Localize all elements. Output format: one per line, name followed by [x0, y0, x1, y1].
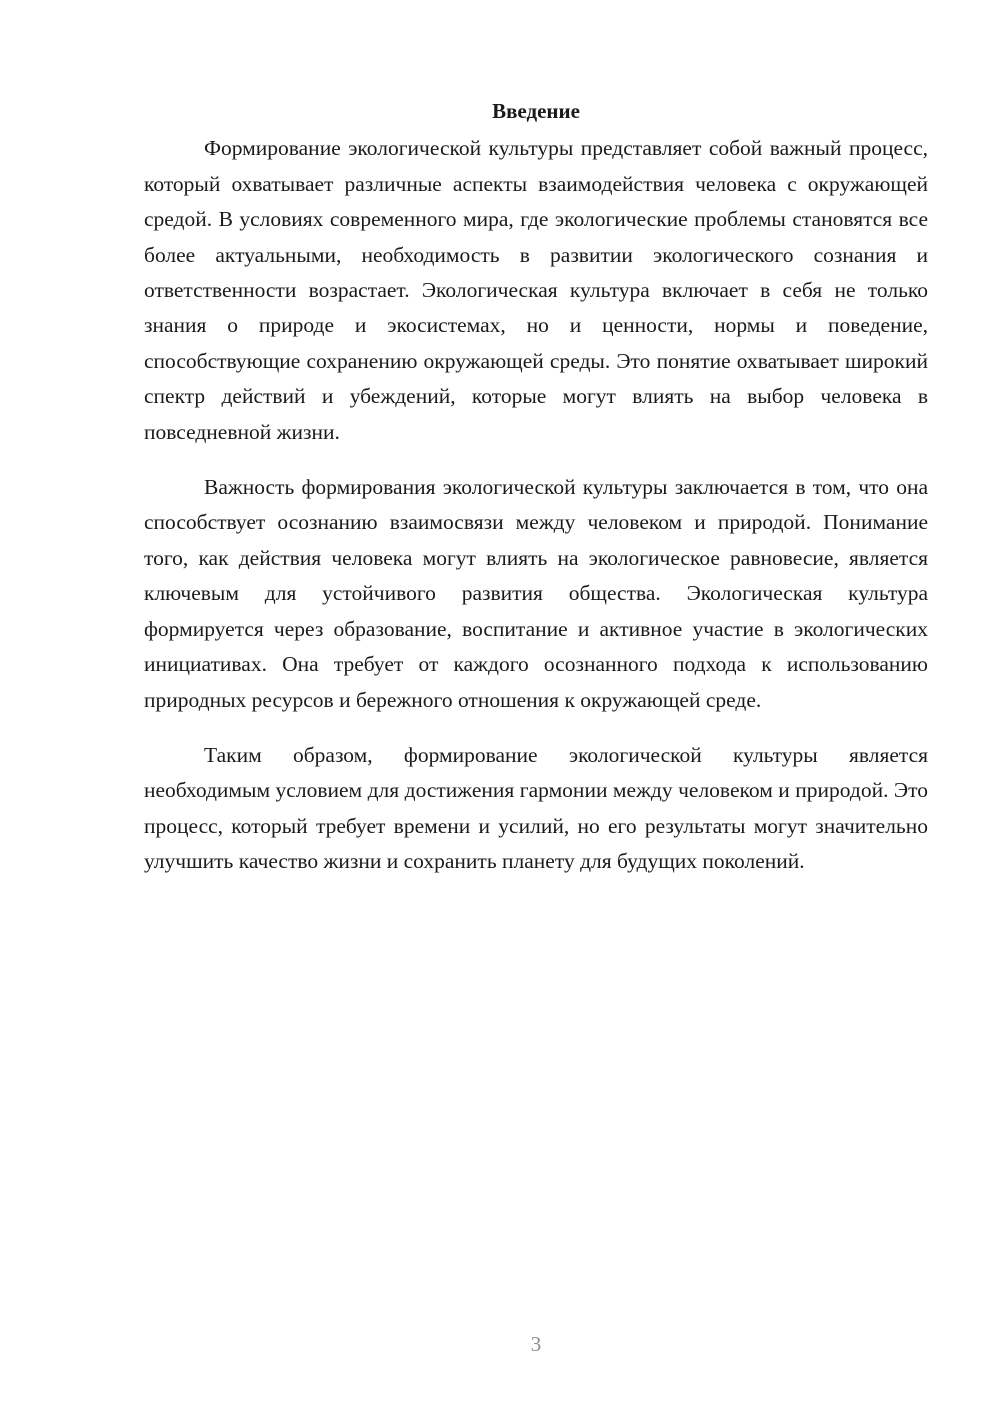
- paragraph-2: Важность формирования экологической культуры заключается в том, что она способствует осознанию взаимосвязи между человеком и природой. Понимание того, как действия человека могут влиять на экологическое равновесие, является ключевым для устойчивого развития общества. Экологическая культура формируется через образование, воспитание и активное участие в экологических инициативах. Она требует от каждого осознанного подхода к использованию природных ресурсов и бережного отношения к окружающей среде.: [144, 475, 928, 712]
- page-content: [144, 94, 928, 900]
- paragraph-1: Формирование экологической культуры представляет собой важный процесс, который охватывает различные аспекты взаимодействия человека с окружающей средой. В условиях современного мира, где экологические проблемы становятся все более актуальными, необходимость в развитии экологического сознания и ответственности возрастает. Экологическая культура включает в себя не только знания о природе и экосистемах, но и ценности, нормы и поведение, способствующие сохранению окружающей среды. Это понятие охватывает широкий спектр действий и убеждений, которые могут влиять на выбор человека в повседневной жизни.: [144, 136, 928, 444]
- paragraph-3: Таким образом, формирование экологической культуры является необходимым условием для достижения гармонии между человеком и природой. Это процесс, который требует времени и усилий, но его результаты могут значительно улучшить качество жизни и сохранить планету для будущих поколений.: [144, 742, 928, 874]
- page-number: 3: [530, 1332, 542, 1356]
- section-title: Введение: [492, 99, 580, 123]
